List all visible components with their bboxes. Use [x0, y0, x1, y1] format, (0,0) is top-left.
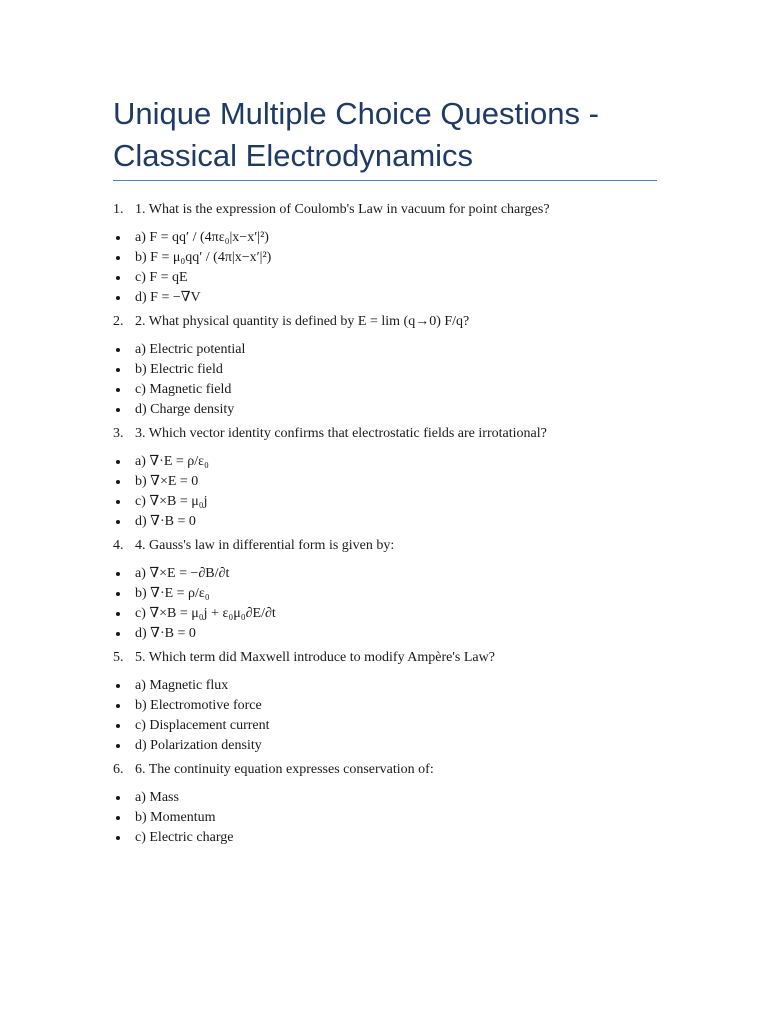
bullet-icon	[116, 500, 120, 504]
option-list	[113, 340, 673, 420]
list-item	[113, 228, 673, 248]
list-item	[113, 492, 673, 512]
option-text: b) Momentum	[135, 810, 216, 825]
question-5	[113, 647, 673, 669]
bullet-icon	[116, 388, 120, 392]
option-text: b) ∇·E = ρ/ε₀	[135, 586, 210, 601]
bullet-icon	[116, 480, 120, 484]
question-2	[113, 311, 673, 333]
list-item	[113, 288, 673, 308]
bullet-icon	[116, 572, 120, 576]
bullet-icon	[116, 296, 120, 300]
question-1	[113, 199, 673, 221]
list-item	[113, 400, 673, 420]
option-text: a) Mass	[135, 790, 179, 805]
title-divider	[113, 180, 657, 181]
bullet-icon	[116, 612, 120, 616]
option-list	[113, 676, 673, 756]
option-text: c) ∇×B = μ₀j + ε₀μ₀∂E/∂t	[135, 606, 276, 621]
option-text: c) Displacement current	[135, 718, 270, 733]
option-text: a) Magnetic flux	[135, 678, 229, 693]
option-list	[113, 788, 673, 848]
question-text: 6. The continuity equation expresses conservation of:	[135, 762, 434, 777]
option-text: d) F = −∇V	[135, 290, 201, 305]
list-item	[113, 380, 673, 400]
bullet-icon	[116, 348, 120, 352]
option-text: d) ∇·B = 0	[135, 626, 196, 641]
question-4	[113, 535, 673, 557]
question-number: 2.	[113, 314, 124, 329]
bullet-icon	[116, 460, 120, 464]
bullet-icon	[116, 368, 120, 372]
question-text: 5. Which term did Maxwell introduce to modify Ampère's Law?	[135, 650, 495, 665]
bullet-icon	[116, 632, 120, 636]
page-title	[113, 93, 673, 177]
bullet-icon	[116, 236, 120, 240]
option-text: a) Electric potential	[135, 342, 246, 357]
list-item	[113, 340, 673, 360]
list-item	[113, 268, 673, 288]
question-6	[113, 759, 673, 781]
bullet-icon	[116, 684, 120, 688]
question-number: 5.	[113, 650, 124, 665]
list-item	[113, 788, 673, 808]
list-item	[113, 584, 673, 604]
option-text: d) ∇·B = 0	[135, 514, 196, 529]
list-item	[113, 604, 673, 624]
bullet-icon	[116, 724, 120, 728]
option-text: a) F = qq′ / (4πε₀|x−x′|²)	[135, 230, 269, 245]
bullet-icon	[116, 796, 120, 800]
question-number: 4.	[113, 538, 124, 553]
question-3	[113, 423, 673, 445]
option-text: c) Magnetic field	[135, 382, 232, 397]
list-item	[113, 624, 673, 644]
bullet-icon	[116, 704, 120, 708]
option-text: b) Electromotive force	[135, 698, 262, 713]
question-text: 4. Gauss's law in differential form is given by:	[135, 538, 395, 553]
bullet-icon	[116, 744, 120, 748]
bullet-icon	[116, 408, 120, 412]
list-item	[113, 472, 673, 492]
list-item	[113, 676, 673, 696]
bullet-icon	[116, 256, 120, 260]
list-item	[113, 716, 673, 736]
bullet-icon	[116, 276, 120, 280]
list-item	[113, 828, 673, 848]
list-item	[113, 736, 673, 756]
option-text: b) F = μ₀qq′ / (4π|x−x′|²)	[135, 250, 272, 265]
list-item	[113, 360, 673, 380]
option-text: a) ∇·E = ρ/ε₀	[135, 454, 209, 469]
list-item	[113, 248, 673, 268]
list-item	[113, 512, 673, 532]
question-number: 1.	[113, 202, 124, 217]
list-item	[113, 696, 673, 716]
option-text: c) F = qE	[135, 270, 188, 285]
list-item	[113, 452, 673, 472]
option-text: c) Electric charge	[135, 830, 234, 845]
option-text: a) ∇×E = −∂B/∂t	[135, 566, 230, 581]
option-text: d) Polarization density	[135, 738, 262, 753]
question-text: 1. What is the expression of Coulomb's Law in vacuum for point charges?	[135, 202, 550, 217]
question-list	[113, 199, 673, 851]
bullet-icon	[116, 592, 120, 596]
option-text: b) ∇×E = 0	[135, 474, 199, 489]
question-number: 3.	[113, 426, 124, 441]
option-list	[113, 228, 673, 308]
bullet-icon	[116, 520, 120, 524]
option-list	[113, 452, 673, 532]
title-line-2: Classical Electrodynamics	[113, 138, 474, 173]
list-item	[113, 564, 673, 584]
option-text: d) Charge density	[135, 402, 235, 417]
option-list	[113, 564, 673, 644]
bullet-icon	[116, 816, 120, 820]
option-text: c) ∇×B = μ₀j	[135, 494, 208, 509]
title-line-1: Unique Multiple Choice Questions -	[113, 96, 599, 131]
question-number: 6.	[113, 762, 124, 777]
question-text: 2. What physical quantity is defined by E = lim (q→0) F/q?	[135, 314, 470, 329]
list-item	[113, 808, 673, 828]
option-text: b) Electric field	[135, 362, 223, 377]
bullet-icon	[116, 836, 120, 840]
question-text: 3. Which vector identity confirms that electrostatic fields are irrotational?	[135, 426, 547, 441]
